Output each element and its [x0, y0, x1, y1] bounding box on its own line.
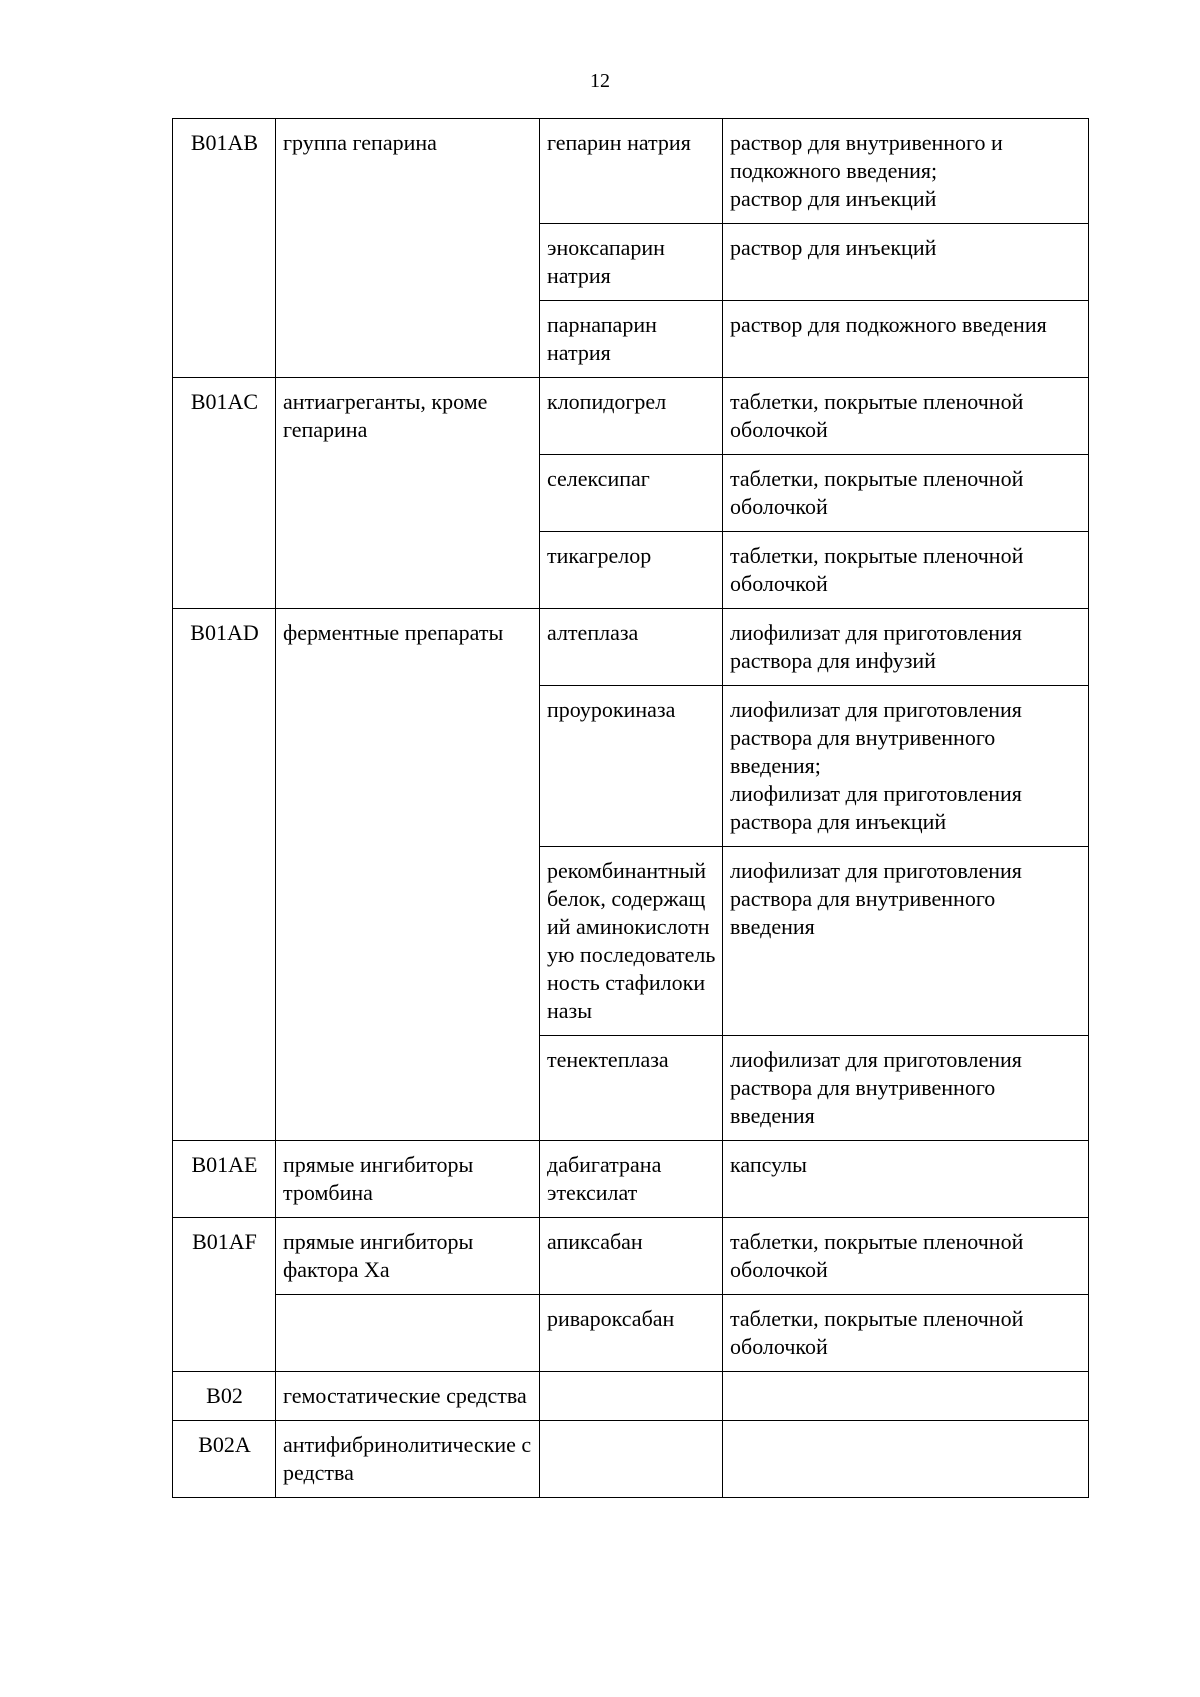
dosage-form-line: лиофилизат для приготовления раствора для внутривенного введения;	[730, 697, 1022, 778]
dosage-form-cell: раствор для подкожного введения	[723, 301, 1089, 378]
group-name-cell: антифибринолитические средства	[276, 1421, 540, 1498]
table-row	[173, 609, 1089, 686]
table-row	[173, 1218, 1089, 1295]
table-row	[173, 378, 1089, 455]
empty-drug-cell	[540, 1372, 723, 1421]
drug-name-cell: селексипаг	[540, 455, 723, 532]
drug-name-cell: клопидогрел	[540, 378, 723, 455]
drug-name-cell: парнапарин натрия	[540, 301, 723, 378]
empty-form-cell	[723, 1372, 1089, 1421]
dosage-form-cell: таблетки, покрытые пленочной оболочкой	[723, 1295, 1089, 1372]
table-row	[173, 1372, 1089, 1421]
atc-code-cell: B02	[173, 1372, 276, 1421]
group-name-cell: группа гепарина	[276, 119, 540, 378]
table-row	[173, 1295, 1089, 1372]
atc-code-cell: B01AB	[173, 119, 276, 378]
atc-code-cell: B01AE	[173, 1141, 276, 1218]
dosage-form-cell: таблетки, покрытые пленочной оболочкой	[723, 378, 1089, 455]
dosage-form-cell: таблетки, покрытые пленочной оболочкой	[723, 532, 1089, 609]
dosage-form-line: раствор для инъекций	[730, 186, 937, 211]
table-row	[173, 119, 1089, 224]
group-name-cell: прямые ингибиторы тромбина	[276, 1141, 540, 1218]
drug-name-cell: проурокиназа	[540, 686, 723, 847]
drug-table	[172, 118, 1089, 1498]
drug-name-cell: гепарин натрия	[540, 119, 723, 224]
drug-name-cell: рекомбинантный белок, содержащий аминокислотную последовательность стафилокиназы	[540, 847, 723, 1036]
dosage-form-line: раствор для внутривенного и подкожного введения;	[730, 130, 1003, 183]
dosage-form-cell: таблетки, покрытые пленочной оболочкой	[723, 455, 1089, 532]
dosage-form-cell: лиофилизат для приготовления раствора для внутривенного введения	[723, 847, 1089, 1036]
drug-name-cell: тикагрелор	[540, 532, 723, 609]
empty-form-cell	[723, 1421, 1089, 1498]
dosage-form-cell: таблетки, покрытые пленочной оболочкой	[723, 1218, 1089, 1295]
drug-name-cell: дабигатрана этексилат	[540, 1141, 723, 1218]
atc-code-cell: B01AF	[173, 1218, 276, 1372]
group-name-cell: прямые ингибиторы фактора Xa	[276, 1218, 540, 1295]
dosage-form-cell: лиофилизат для приготовления раствора для инфузий	[723, 609, 1089, 686]
atc-code-cell: B01AC	[173, 378, 276, 609]
drug-name-cell: апиксабан	[540, 1218, 723, 1295]
dosage-form-line: лиофилизат для приготовления раствора для инъекций	[730, 781, 1022, 834]
dosage-form-cell: лиофилизат для приготовления раствора для внутривенного введения	[723, 1036, 1089, 1141]
empty-group-cell	[276, 1295, 540, 1372]
atc-code-cell: B01AD	[173, 609, 276, 1141]
drug-name-cell: ривароксабан	[540, 1295, 723, 1372]
drug-name-cell: эноксапарин натрия	[540, 224, 723, 301]
dosage-form-cell	[723, 119, 1089, 224]
dosage-form-cell: капсулы	[723, 1141, 1089, 1218]
dosage-form-cell: раствор для инъекций	[723, 224, 1089, 301]
group-name-cell: антиагреганты, кроме гепарина	[276, 378, 540, 609]
table-row	[173, 1421, 1089, 1498]
drug-name-cell: тенектеплаза	[540, 1036, 723, 1141]
page-number: 12	[590, 70, 610, 92]
table-row	[173, 1141, 1089, 1218]
dosage-form-cell	[723, 686, 1089, 847]
drug-name-cell: алтеплаза	[540, 609, 723, 686]
atc-code-cell: B02A	[173, 1421, 276, 1498]
group-name-cell: гемостатические средства	[276, 1372, 540, 1421]
group-name-cell: ферментные препараты	[276, 609, 540, 1141]
empty-drug-cell	[540, 1421, 723, 1498]
